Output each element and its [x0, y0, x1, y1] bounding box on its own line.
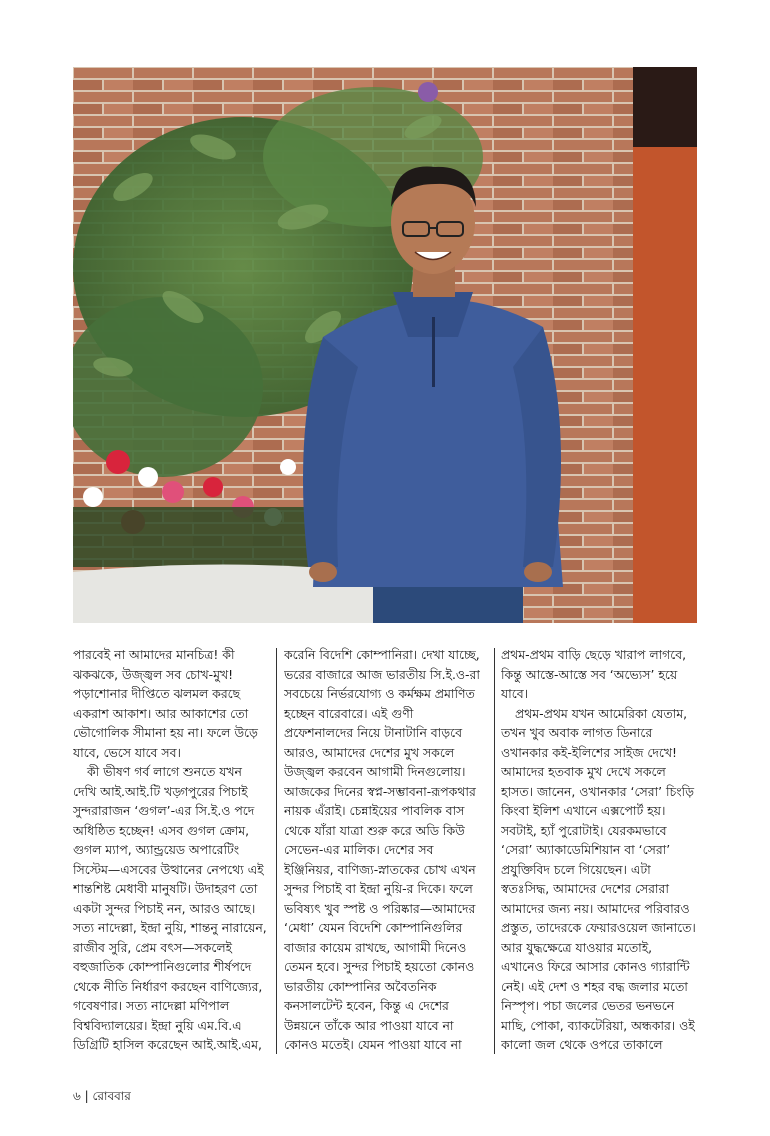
- text-column-2: [284, 645, 480, 1057]
- text-column-3: [501, 645, 697, 1057]
- paragraph: প্রথম-প্রথম যখন আমেরিকা যেতাম, তখন খুব অবাক লাগত ডিনারে ওখানকার কই-ইলিশের সাইজ দেখে! আমাদের হতবাক মুখ দেখে সকলে হাসত। জানেন, ওখানকার ‘সেরা’ চিংড়ি কিংবা ইলিশ এখানে এক্সপোর্ট হয়। সবটাই, হ্যাঁ পুরোটাই। যেরকমভাবে ‘সেরা’ অ্যাকাডেমিশিয়ান বা ‘সেরা’ প্রযুক্তিবিদ চলে গিয়েছেন। এটা স্বতঃসিদ্ধ, আমাদের দেশের সেরারা আমাদের জন্য নয়। আমাদের পরিবারও প্রস্তুত, তাদেরকে ফেয়ারওয়েল জানাতে। আর যুদ্ধক্ষেত্রে যাওয়ার মতোই, এখানেও ফিরে আসার কোনও গ্যারান্টি নেই। এই দেশ ও শহর বদ্ধ জলার মতো নিস্পৃপ। পচা জলের ভেতর ভনভনে মাছি, পোকা, ব্যাকটেরিয়া, অন্ধকার। ওই কালো জল থেকে ওপরে তাকালে: [501, 705, 696, 1052]
- photo-illustration: [73, 67, 697, 623]
- footer-separator: |: [84, 1089, 93, 1103]
- portrait-photo: [73, 67, 697, 623]
- column-divider: [494, 648, 495, 1054]
- column-divider: [276, 648, 277, 1054]
- paragraph: করেনি বিদেশি কোম্পানিরা। দেখা যাচ্ছে, ভরের বাজারে আজ ভারতীয় সি.ই.ও-রা সবচেয়ে নির্ভরযোগ্য ও কর্মক্ষম প্রমাণিত হচ্ছেন বারেবারে। এই গুণী প্রফেশনালদের নিয়ে টানাটানি বাড়বে আরও, আমাদের দেশের মুখ সকলে উজ্জ্বল করবেন আগামী দিনগুলোয়। আজকের দিনের স্বপ্ন-সম্ভাবনা-রূপকথার নায়ক এঁরাই। চেন্নাইয়ের পাবলিক বাস থেকে যাঁরা যাত্রা শুরু করে অডি কিউ সেভেন-এর মালিক। দেশের সব ইঞ্জিনিয়র, বাণিজ্য-স্নাতকের চোখ এখন সুন্দর পিচাই বা ইন্দ্রা নুয়ি-র দিকে। ফলে ভবিষ্যৎ খুব স্পষ্ট ও পরিষ্কার—আমাদের ‘মেধা’ যেমন বিদেশি কোম্পানিগুলির বাজার কায়েম রাখছে, আগামী দিনেও তেমন হবে। সুন্দর পিচাই হয়তো কোনও ভারতীয় কোম্পানির অবৈতনিক কনসালটেন্ট হবেন, কিন্তু এ দেশের উন্নয়নে তাঁকে আর পাওয়া যাবে না কোনও মতেই। যেমন পাওয়া যাবে না: [284, 647, 480, 1052]
- paragraph: প্রথম-প্রথম বাড়ি ছেড়ে খারাপ লাগবে, কিন্তু আস্তে-আস্তে সব ‘অভ্যেস’ হয়ে যাবে।: [501, 647, 687, 701]
- page-footer: [73, 1088, 131, 1108]
- text-column-1: [73, 645, 269, 1057]
- magazine-name: রোববার: [92, 1089, 131, 1103]
- paragraph: কী ভীষণ গর্ব লাগে শুনতে যখন দেখি আই.আই.টি খড়্গপুরের পিচাই সুন্দরারাজন ‘গুগল’-এর সি.ই.ও পদে অধিষ্ঠিত হচ্ছেন! এসব গুগল ক্রোম, গুগল ম্যাপ, অ্যান্ড্রয়েড অপারেটিং সিস্টেম—এসবের উত্থানের নেপথ্যে এই শান্তশিষ্ট মেধাবী মানুষটি। উদাহরণ তো একটা সুন্দর পিচাই নন, আরও আছে। সত্য নাদেল্লা, ইন্দ্রা নুয়ি, শান্তনু নারায়েন, রাজীব সুরি, প্রেম বৎস—সকলেই বহুজাতিক কোম্পানিগুলোর শীর্ষপদে থেকে নীতি নির্ধারণ করছেন বাণিজ্যের, গবেষণার। সত্য নাদেল্লা মণিপাল বিশ্ববিদ্যালয়ের। ইন্দ্রা নুয়ি এম.বি.এ ডিগ্রিটি হাসিল করেছেন আই.আই.এম,: [73, 764, 267, 1052]
- article-body: [73, 645, 697, 1057]
- page-number: ৬: [73, 1089, 81, 1103]
- paragraph: পারবেই না আমাদের মানচিত্র! কী ঝকঝকে, উজ্জ্বল সব চোখ-মুখ! পড়াশোনার দীপ্তিতে ঝলমল করছে একরাশ আকাশ। আর আকাশের তো ভৌগোলিক সীমানা হয় না। ফলে উড়ে যাবে, ভেসে যাবে সব।: [73, 647, 258, 760]
